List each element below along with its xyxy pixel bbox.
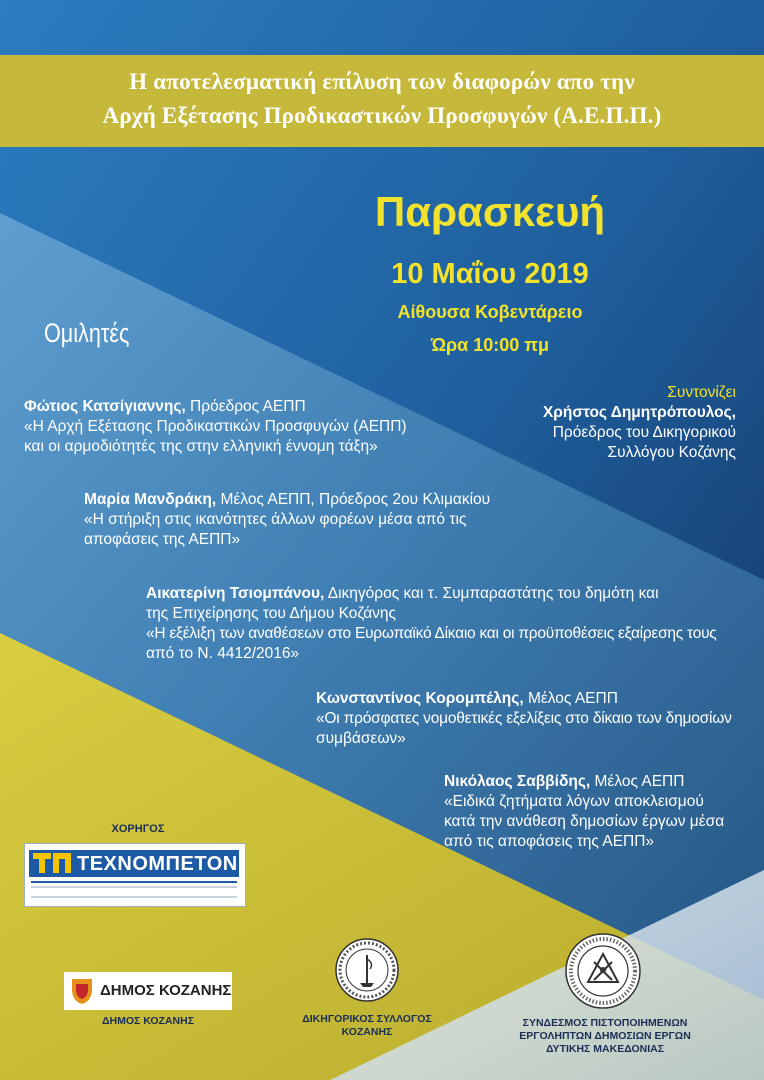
bar-caption-line-1: ΔΙΚΗΓΟΡΙΚΟΣ ΣΥΛΛΟΓΟΣ (302, 1013, 432, 1025)
moderator-role-2: Συλλόγου Κοζάνης (607, 444, 736, 461)
speakers-heading: Ομιλητές (44, 318, 130, 348)
talk-3-line-3: από το Ν. 4412/2016» (146, 645, 300, 662)
sponsor-label: ΧΟΡΗΓΟΣ (111, 823, 165, 835)
union-caption-line-2: ΕΡΓΟΛΗΠΤΩΝ ΔΗΜΟΣΙΩΝ ΕΡΓΩΝ (519, 1030, 691, 1042)
speaker-name-3: Αικατερίνη Τσιομπάνου, (146, 585, 325, 602)
talk-4 (316, 689, 732, 749)
moderator-name: Χρήστος Δημητρόπουλος, (542, 404, 736, 421)
event-day: Παρασκευή (374, 188, 606, 235)
sponsor-logo (24, 843, 246, 907)
talk-5-line-2: κατά την ανάθεση δημοσίων έργων μέσα (444, 813, 725, 830)
sponsor-logo-text: ΤΕΧΝΟΜΠΕΤΟΝ (77, 853, 238, 875)
title-line-2: Αρχή Εξέτασης Προδικαστικών Προσφυγών (Α.Ε.Π.Π.) (102, 103, 662, 128)
talk-1-line-1: «Η Αρχή Εξέτασης Προδικαστικών Προσφυγών (ΑΕΠΠ) (24, 418, 407, 435)
talk-3 (146, 584, 717, 664)
speaker-name-2: Μαρία Μανδράκη, (84, 491, 217, 508)
sponsor-emblem-icon (33, 853, 73, 875)
talk-2 (84, 490, 490, 550)
event-venue: Αίθουσα Κοβεντάρειο (397, 302, 583, 322)
bar-association-caption (292, 1013, 442, 1039)
moderator-block (543, 383, 736, 463)
talk-3-line-1: της Επιχείρησης του Δήμου Κοζάνης (146, 605, 397, 622)
bar-association-seal-icon (334, 937, 400, 1003)
speaker-name-5: Νικόλαος Σαββίδης, (444, 773, 591, 790)
sponsor-logo-rule (31, 881, 237, 883)
speaker-name-1: Φώτιος Κατσίγιαννης, (24, 398, 186, 415)
speaker-name-4: Κωνσταντίνος Κορομπέλης, (316, 690, 524, 707)
event-date: 10 Μαΐου 2019 (391, 258, 589, 290)
contractors-union-seal-icon (564, 932, 642, 1010)
union-caption-line-3: ΔΥΤΙΚΗΣ ΜΑΚΕΔΟΝΙΑΣ (545, 1043, 665, 1055)
talk-5 (444, 772, 724, 852)
talk-4-line-1: «Οι πρόσφατες νομοθετικές εξελίξεις στο δίκαιο των δημοσίων (316, 710, 732, 727)
speaker-role-4: Μέλος ΑΕΠΠ (523, 690, 618, 707)
talk-1-line-2: και οι αρμοδιότητές της στην ελληνική έννομη τάξη» (24, 438, 378, 455)
moderator-role-1: Πρόεδρος του Δικηγορικού (552, 424, 736, 441)
contractors-union-caption (500, 1017, 710, 1056)
moderator-label: Συντονίζει (667, 384, 736, 401)
sponsor-fine-print-1 (31, 886, 237, 888)
speaker-role-5: Μέλος ΑΕΠΠ (590, 773, 685, 790)
talk-5-line-3: από τις αποφάσεις της ΑΕΠΠ» (444, 833, 655, 850)
title-line-1: Η αποτελεσματική επίλυση των διαφορών απο την (129, 69, 635, 94)
bar-caption-line-2: ΚΟΖΑΝΗΣ (341, 1026, 393, 1038)
speaker-role-1: Πρόεδρος ΑΕΠΠ (185, 398, 306, 415)
talk-3-line-2: «Η εξέλιξη των αναθέσεων στο Ευρωπαϊκό Δίκαιο και οι προϋποθέσεις εξαίρεσης τους (146, 625, 717, 642)
union-caption-line-1: ΣΥΝΔΕΣΜΟΣ ΠΙΣΤΟΠΟΙΗΜΕΝΩΝ (522, 1017, 688, 1029)
title-banner (0, 55, 764, 147)
talk-2-line-2: αποφάσεις της ΑΕΠΠ» (84, 531, 241, 548)
speaker-role-3: Δικηγόρος και τ. Συμπαραστάτης του δημότη και (324, 585, 659, 602)
talk-1 (24, 397, 407, 457)
event-time: Ώρα 10:00 πμ (430, 335, 550, 355)
talk-2-line-1: «Η στήριξη στις ικανότητες άλλων φορέων μέσα από τις (84, 511, 467, 528)
municipality-emblem-icon (70, 977, 94, 1005)
talk-4-line-2: συμβάσεων» (316, 730, 406, 747)
speaker-role-2: Μέλος ΑΕΠΠ, Πρόεδρος 2ου Κλιμακίου (216, 491, 491, 508)
municipality-caption: ΔΗΜΟΣ ΚΟΖΑΝΗΣ (102, 1015, 194, 1027)
municipality-logo (64, 972, 232, 1010)
talk-5-line-1: «Ειδικά ζητήματα λόγων αποκλεισμού (444, 793, 704, 810)
sponsor-fine-print-2 (31, 896, 237, 898)
municipality-logo-text: ΔΗΜΟΣ ΚΟΖΑΝΗΣ (100, 982, 232, 999)
